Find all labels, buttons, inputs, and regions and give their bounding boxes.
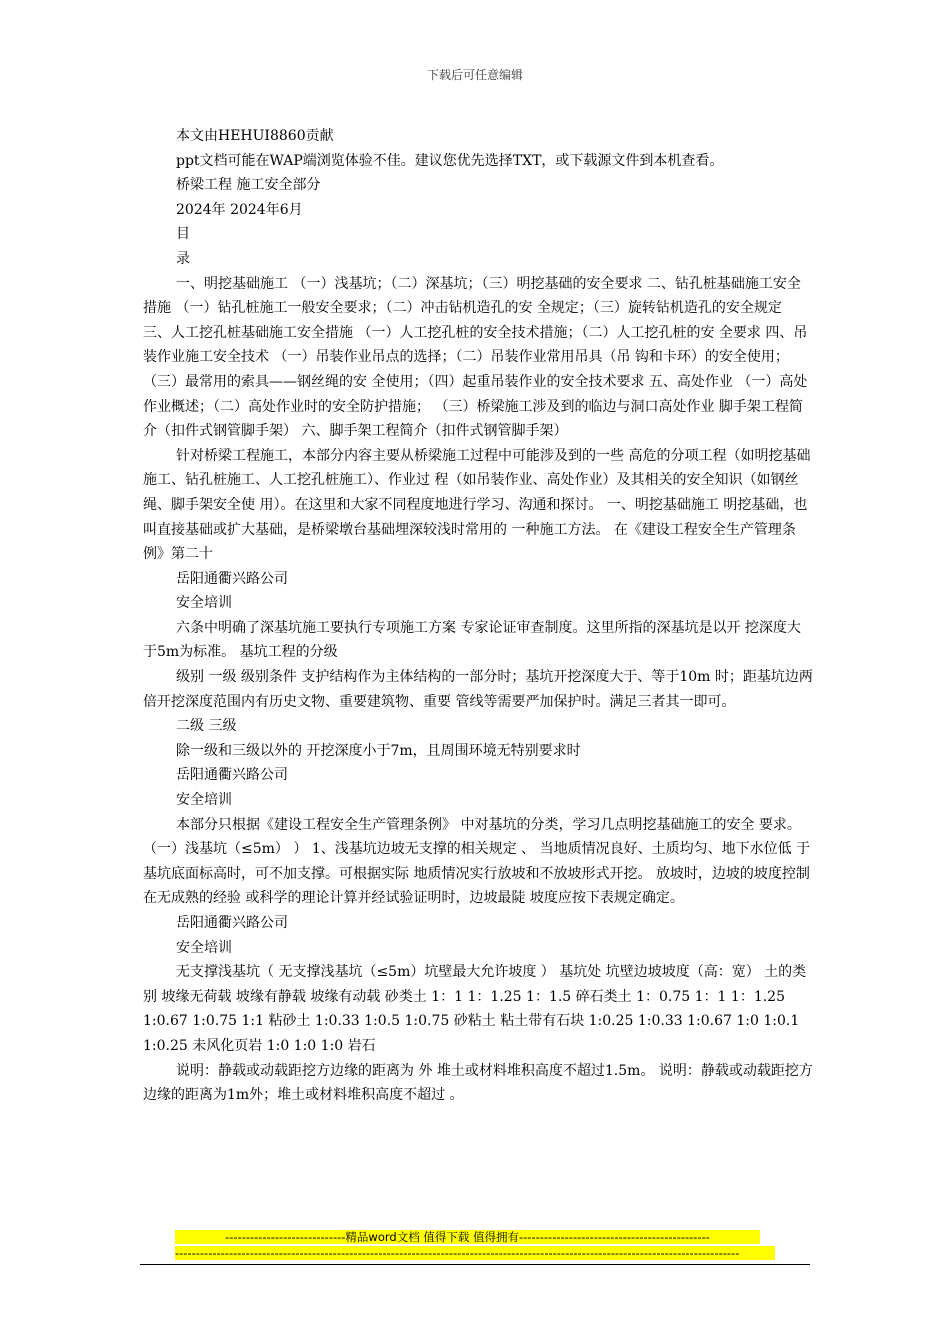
paragraph: 本部分只根据《建设工程安全生产管理条例》 中对基坑的分类，学习几点明挖基础施工的安全 要求。 （一）浅基坑（≤5m） ） 1、浅基坑边坡无支撑的相关规定 、 当地质情况良好、土质均匀、地下水位低 于基坑底面标高时，可不加支撑。可根据实际 地质情况实行放坡和不放坡形式开挖。 放坡时，边坡的坡度控制在无成熟的经验 或科学的理论计算并经试验证明时，边坡最陡 坡度应按下表规定确定。: [143, 816, 811, 907]
paragraph: 一、明挖基础施工 （一）浅基坑；（二）深基坑；（三）明挖基础的安全要求 二、钻孔桩基础施工安全措施 （一）钻孔桩施工一般安全要求；（二）冲击钻机造孔的安 全规定；（三）旋转钻机造孔的安全规定 三、人工挖孔桩基础施工安全措施 （一）人工挖孔桩的安全技术措施；（二）人工挖孔桩的安 全要求 四、吊装作业施工安全技术 （一）吊装作业吊点的选择；（二）吊装作业常用吊具（吊 钩和卡环）的安全使用；（三）最常用的索具——钢丝绳的安 全使用；（四）起重吊装作业的安全技术要求 五、高处作业 （一）高处作业概述；（二）高处作业时的安全防护措施； （三）桥梁施工涉及到的临边与洞口高处作业 脚手架工程简介（扣件式钢管脚手架） 六、脚手架工程简介（扣件式钢管脚手架）: [143, 275, 808, 440]
paragraph: 级别 一级 级别条件 支护结构作为主体结构的一部分时；基坑开挖深度大于、等于10m 时；距基坑边两倍开挖深度范围内有历史文物、重要建筑物、重要 管线等需要严加保护时。满足三者其一即可。: [143, 669, 813, 710]
paragraph: 针对桥梁工程施工，本部分内容主要从桥梁施工过程中可能涉及到的一些 高危的分项工程（如明挖基础施工、钻孔桩施工、人工挖孔桩施工）、作业过 程（如吊装作业、高处作业）及其相关的安全知识（如钢丝绳、脚手架安全使 用）。在这里和大家不同程度地进行学习、沟通和探讨。 一、明挖基础施工 明挖基础，也叫直接基础或扩大基础，是桥梁墩台基础埋深较浅时常用的 一种施工方法。 在《建设工程安全生产管理条例》第二十: [143, 447, 811, 563]
page-header: 下载后可任意编辑: [426, 68, 523, 82]
footer-dash-line: ----------------------------------------------------------------------------------------------------------------------------------------: [175, 1246, 775, 1260]
paragraph: 安全培训: [176, 595, 232, 612]
paragraph: 2024年 2024年6月: [176, 201, 303, 218]
footer-rule: [140, 1264, 810, 1265]
document-body: [143, 124, 813, 1108]
paragraph: 除一级和三级以外的 开挖深度小于7m，且周围环境无特别要求时: [176, 742, 581, 759]
paragraph: 二级 三级: [176, 718, 237, 735]
footer-banner: -----------------------------精品word文档 值得下载 值得拥有----------------------------------------------: [175, 1230, 760, 1244]
paragraph: 桥梁工程 施工安全部分: [176, 177, 321, 194]
paragraph: ppt文档可能在WAP端浏览体验不佳。建议您优先选择TXT，或下载源文件到本机查看。: [176, 152, 724, 169]
paragraph: 本文由HEHUI8860贡献: [176, 128, 334, 144]
paragraph: 安全培训: [176, 939, 232, 956]
paragraph: 无支撑浅基坑（ 无支撑浅基坑（≤5m）坑壁最大允许坡度 ） 基坑处 坑壁边坡坡度（高：宽） 土的类别 坡缘无荷载 坡缘有静载 坡缘有动载 砂类土 1：1 1：1.25 1：1.5 碎石类土 1：0.75 1：1 1：1.25 1:0.67 1:0.75 1:1 粘砂土 1:0.33 1:0.5 1:0.75 砂粘土 粘土带有石块 1:0.25 1:0.33 1:0.67 1:0 1:0.1 1:0.25 未风化页岩 1:0 1:0 1:0 岩石: [143, 964, 807, 1054]
paragraph: 岳阳通衢兴路公司: [176, 915, 288, 931]
paragraph: 说明：静载或动载距挖方边缘的距离为 外 堆土或材料堆积高度不超过1.5m。 说明：静载或动载距挖方边缘的距离为1m外；堆土或材料堆积高度不超过 。: [143, 1062, 813, 1104]
paragraph: 目: [176, 226, 190, 243]
paragraph: 岳阳通衢兴路公司: [176, 767, 288, 784]
paragraph: 岳阳通衢兴路公司: [176, 570, 288, 587]
paragraph: 安全培训: [176, 792, 232, 809]
paragraph: 录: [176, 250, 190, 267]
paragraph: 六条中明确了深基坑施工要执行专项施工方案 专家论证审查制度。这里所指的深基坑是以开 挖深度大于5m为标准。 基坑工程的分级: [143, 619, 801, 661]
